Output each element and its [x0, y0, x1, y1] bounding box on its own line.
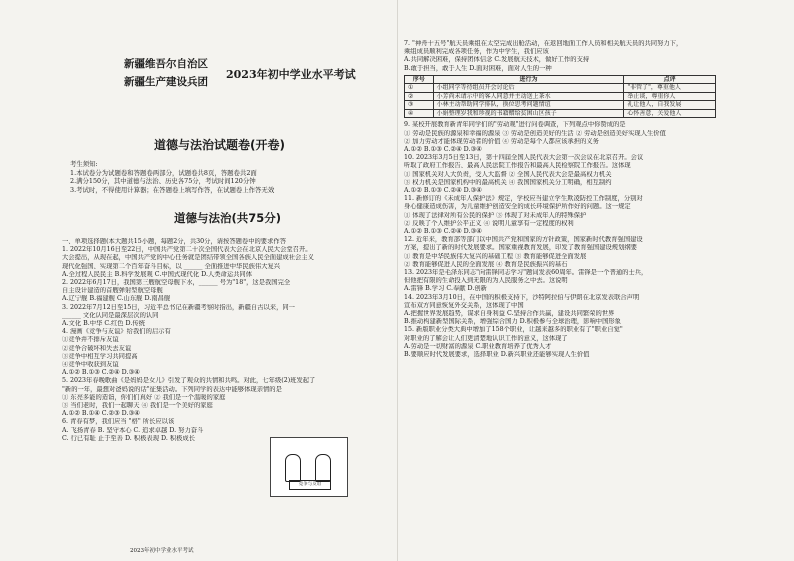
question-line: B.要顺应时代发展要求，选择职业 D.新兴职业还能够实现人生价值: [404, 351, 590, 358]
question-line: ① 国家机关对人大负责，受人大监督 ② 全国人民代表大会是最高权力机关: [404, 170, 612, 178]
notice-heading: 考生须知:: [70, 160, 98, 168]
question-line: C. 行已有耻 止于至善 D. 积极表现 D. 积极成长: [62, 434, 196, 442]
question-line: 但他把有限的生命投入到无限的为人民服务之中去。这说明: [404, 277, 568, 285]
question-line: ④竞争中收获到友谊: [62, 361, 119, 369]
question-line: A.①② B.①③ C.②④ D.③④: [62, 369, 140, 377]
left-questions: [62, 238, 392, 443]
question-line: 4. 漫画《竞争与友谊》给我们的启示有: [62, 328, 171, 336]
right-questions: [404, 40, 784, 359]
question-line: ② 加力劳动才能体现劳动者的价值 ④ 劳动是每个人都应该承担的义务: [404, 137, 599, 145]
question-line: 11. 新修订的《未成年人保护法》规定，学校应当建立学生欺凌防控工作制度，分别对: [404, 195, 643, 203]
table-cell: "非管了"，尊重他人: [624, 84, 716, 93]
question-line: ① 体现了法律对所有公民的保护 ③ 体现了对未成年人的特殊保护: [404, 211, 587, 219]
question-line: ③竞争中相互学习共同提高: [62, 352, 138, 360]
notice-item: 2.满分150分，其中道德与法治、历史各75分，考试时间120分钟: [70, 177, 256, 186]
question-line: ______ 文化认同是最深层次的认同: [62, 311, 159, 319]
question-line: 5. 2023年春晚歌曲《是妈妈是女儿》引发了观众的共情和共鸣。对此，七年级(2)班发起了: [62, 377, 316, 385]
question-line: 宣布双方同意恢复外交关系，这体现了中国: [404, 301, 524, 309]
question-line: 9. 某校开展教育新青年同学们的"劳动观"进行问卷调查，下列观点中你赞成的是: [404, 121, 626, 129]
question-line: ② 教育能够促进人民的全面发展 ④ 教育是民族振兴的基石: [404, 260, 568, 268]
question-line: A.把握世界发展趋势，谋求自身利益 C.坚持合作共赢，建设共同繁荣的世界: [404, 309, 615, 317]
table-header: 进行为: [433, 75, 624, 84]
question-line: A.①② B.①④ C.②③ D.③④: [62, 410, 140, 418]
question-line: A.劳动是一切财富的源泉 C.职业教育培养了优秀人才: [404, 342, 552, 350]
table-cell: 小娟整理岁我和珍视的书籍赠给贫困山区孩子: [433, 109, 624, 118]
cartoon-figure: [315, 454, 331, 482]
question-line: ③ 权力机关是国家机构中的最高机关 ④ 我国国家机关分工明确，相互制约: [404, 178, 612, 186]
question-line: ① 东亮多能的造诣，你们们真好 ② 我们是一个温暖的家庭: [62, 393, 226, 401]
question-line: 对职业的了解会让人们更清楚地认识工作的意义，这体现了: [404, 334, 568, 342]
question-line: ③ 当们老时，我们一起聊天 ④ 我们是一个美好的家庭: [62, 402, 213, 410]
conduct-table: [404, 75, 716, 119]
question-line: A.①② B.①③ C.②④ D.③④: [404, 227, 482, 235]
question-line: A.①② B.①③ C.②④ D.③④: [404, 145, 482, 153]
question-line: 身心健康造成伤害，为儿童维护创造安全的成长环境保护所作好的问题。这一规定: [404, 203, 631, 211]
question-line: ②竞争合破坏和失去友谊: [62, 344, 132, 352]
subject-heading: 道德与法治(共75分): [174, 211, 282, 225]
header-regions: [124, 55, 208, 91]
notice-item: 3.考试时，不得使用计算器；在答题卷上填写作答，在试题卷上作答无效: [70, 185, 275, 194]
right-page: [397, 0, 794, 561]
table-cell: 小芳尚未请示中的客人同意并主动送上茶水: [433, 92, 624, 101]
question-line: 7. "神舟十五号"航天员乘组在太空完成出舱活动，在返回地面工作人员和相关航天员的共同努力下，: [404, 40, 683, 47]
question-line: ② 反映了个人维护公平正义 ④ 说明儿童享有一定程度的权利: [404, 219, 574, 227]
question-line: A.雷锋 B.学习 C.奉献 D.创新: [404, 285, 487, 293]
table-cell: 举止谈，尊重你人: [624, 92, 716, 101]
question-line: "新的一年，最想对爸妈说的话"征集活动。下列同学的表达中能够体现亲情的是: [62, 385, 282, 393]
question-line: B.敢于担当，敢于人生 D.面对困难，面对人生的一种: [404, 64, 552, 72]
page-footer: 2023年初中学业水平考试: [130, 548, 194, 554]
table-cell: ①: [405, 84, 434, 93]
table-header: 点评: [624, 75, 716, 84]
table-row: [405, 101, 716, 110]
table-cell: ②: [405, 92, 434, 101]
cartoon-illustration: [270, 437, 348, 497]
question-line: 2. 2022年6月17日，我国第三艘航空母舰下水，______ 号为"18"，这是我国完全: [62, 279, 291, 287]
question-line: A.①② B.①③ C.②④ D.③④: [404, 186, 482, 194]
table-cell: 小林主动帮助同学排队，换位思考问题情谊: [433, 101, 624, 110]
table-cell: ③: [405, 101, 434, 110]
paper-title: 道德与法治试题卷(开卷): [154, 138, 285, 152]
table-cell: ④: [405, 109, 434, 118]
region-bingtuan: 新疆生产建设兵团: [124, 76, 208, 88]
table-cell: 小组同学等待组员开会讨论后: [433, 84, 624, 93]
question-line: A.全过程人民民主 B.科学发展观 C.中国式现代化 D.人类命运共同体: [62, 270, 253, 278]
cartoon-figure: [285, 454, 301, 482]
question-line: 自主设计建造的首艘弹射型航空母舰: [62, 287, 163, 295]
question-line: 1. 2022年10月16日至22日，中国共产党第二十次全国代表大会在北京人民大会堂召开。: [62, 246, 312, 254]
question-line: 方案，提出了新的时代发展要求。国家重视教育发展，印发了教育强国建设规划纲要: [404, 244, 637, 252]
section-heading: 一、单项选择题(本大题共15小题，每题2分，共30分，请按答题卷中的要求作答: [62, 238, 286, 245]
table-cell: 礼让他人，自我发展: [624, 101, 716, 110]
table-row: [405, 109, 716, 118]
question-line: 13. 2023年是毛泽东同志"向雷锋同志学习"题词发表60周年。雷锋是一个普通的士兵，: [404, 268, 648, 276]
question-line: 10. 2023年3月5日至13日，第十四届全国人民代表大会第一次会议在北京召开。会议: [404, 154, 644, 162]
region-xinjiang: 新疆维吾尔自治区: [124, 58, 208, 70]
table-row: [405, 92, 716, 101]
question-line: ① 教育是中华民族伟大复兴的基础工程 ③ 教育能够促进全面发展: [404, 252, 587, 260]
question-line: ① 劳动是民族的源泉和幸福的源泉 ③ 劳动是创造美好的生活 ② 劳动是创造美好实现人生价值: [404, 129, 666, 137]
question-line: 现代化强国、实现第二个百年奋斗目标，以 ______ 全面推进中华民族伟大复兴: [62, 262, 281, 270]
table-row: [405, 84, 716, 93]
exam-notice: [70, 160, 370, 194]
question-line: 12. 近年来，教育部等部门以中国共产党和国家的方针政策，国家新时代教育强国建设: [404, 236, 643, 244]
question-line: A.共同解决困难，保持团体信念 C.发展航天技术，做好工作的支持: [404, 56, 590, 64]
question-line: A.文化 B.中华 C.红色 D.传统: [62, 320, 145, 328]
question-line: A. 飞扬青春 B. 坚守本心 C. 追求卓越 D. 努力奋斗: [62, 426, 204, 434]
cartoon-sign: 竞争与友谊: [289, 480, 331, 490]
question-line: 14. 2023年3月10日，在中国的积极支持下，沙特阿拉伯与伊朗在北京发表联合声明: [404, 293, 640, 301]
question-line: 3. 2022年7月12日至15日，习近平总书记在新疆考察时指出，新疆自古以来，同一: [62, 303, 295, 311]
question-line: B.推动构建新型国际关系，增强综合国力 D.积极参与全球治理，影响中国形象: [404, 318, 621, 326]
exam-title: 2023年初中学业水平考试: [226, 68, 356, 81]
question-line: ①竞争并不排斥友谊: [62, 336, 119, 344]
notice-item: 1.本试卷分为试题卷和答题卷两部分，试题卷共8页，答题卷共2面: [70, 168, 257, 177]
question-line: 15. 新版职业分类大典中增加了158个职业，让越来越多的职业有了"职业自觉": [404, 326, 623, 334]
question-line: A.辽宁舰 B.福建舰 C.山东舰 D.南昌舰: [62, 295, 171, 303]
table-cell: 心怀善意，关爱他人: [624, 109, 716, 118]
question-line: 6. 青春有梦，我们应当 "格" 所长应以该: [62, 418, 175, 426]
question-line: 大会提出，从现在起，中国共产党的中心任务就是团结带领全国各族人民全面建成社会主义: [62, 254, 314, 262]
question-line: 乘组成员顺利完成各项任务，作为中学生，我们应该: [404, 48, 549, 56]
table-header-row: [405, 75, 716, 84]
table-header: 序号: [405, 75, 434, 84]
question-line: 听取了政府工作报告、最高人民法院工作报告和最高人民检察院工作报告。这体现: [404, 162, 631, 170]
